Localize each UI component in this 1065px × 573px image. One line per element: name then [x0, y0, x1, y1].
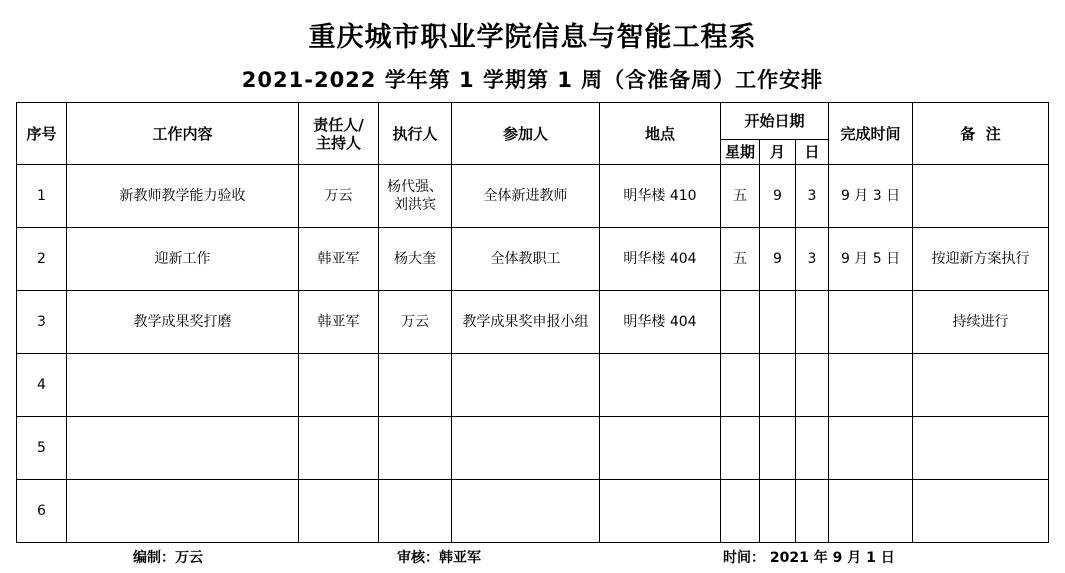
- cell-host: [299, 480, 379, 543]
- table-row: [17, 354, 1049, 417]
- cell-host: [299, 417, 379, 480]
- header-seq: 序号: [17, 103, 67, 165]
- cell-location: 明华楼 410: [600, 165, 721, 228]
- table-row: [17, 480, 1049, 543]
- header-host-line2: 主持人: [315, 133, 361, 152]
- cell-participants: 全体新进教师: [452, 165, 600, 228]
- cell-finish: [829, 291, 913, 354]
- cell-finish: 9 月 3 日: [829, 165, 913, 228]
- header-location: 地点: [600, 103, 721, 165]
- cell-finish: [829, 417, 913, 480]
- cell-month: 9: [760, 165, 796, 228]
- cell-remark: [913, 480, 1049, 543]
- header-day: 日: [796, 140, 829, 165]
- cell-location: [600, 417, 721, 480]
- cell-executor: [379, 480, 452, 543]
- cell-day: [796, 291, 829, 354]
- cell-participants: 全体教职工: [452, 228, 600, 291]
- cell-content: [67, 417, 299, 480]
- cell-content: 迎新工作: [67, 228, 299, 291]
- cell-host: 韩亚军: [299, 228, 379, 291]
- cell-finish: [829, 480, 913, 543]
- cell-content: 新教师教学能力验收: [67, 165, 299, 228]
- cell-executor: 杨大奎: [379, 228, 452, 291]
- cell-participants: [452, 480, 600, 543]
- header-remark: 备 注: [913, 103, 1049, 165]
- header-start-date: 开始日期: [721, 103, 829, 140]
- table-row: [17, 165, 1049, 228]
- cell-host: 万云: [299, 165, 379, 228]
- cell-weekday: 五: [721, 165, 760, 228]
- cell-day: [796, 354, 829, 417]
- header-content: 工作内容: [67, 103, 299, 165]
- cell-month: [760, 291, 796, 354]
- cell-weekday: [721, 354, 760, 417]
- cell-seq: 6: [17, 480, 67, 543]
- cell-remark: [913, 417, 1049, 480]
- cell-month: [760, 480, 796, 543]
- cell-participants: 教学成果奖申报小组: [452, 291, 600, 354]
- header-weekday: 星期: [721, 140, 760, 165]
- cell-location: [600, 354, 721, 417]
- footer-date: 时间： 2021 年 9 月 1 日: [723, 550, 895, 566]
- cell-day: [796, 480, 829, 543]
- cell-seq: 3: [17, 291, 67, 354]
- cell-participants: [452, 417, 600, 480]
- header-host-line1: 责任人/: [313, 115, 364, 134]
- cell-day: [796, 417, 829, 480]
- header-finish-time: 完成时间: [829, 103, 913, 165]
- cell-weekday: 五: [721, 228, 760, 291]
- cell-month: [760, 354, 796, 417]
- cell-month: 9: [760, 228, 796, 291]
- header-executor: 执行人: [379, 103, 452, 165]
- cell-weekday: [721, 480, 760, 543]
- header-host: [299, 103, 379, 165]
- document-title: 重庆城市职业学院信息与智能工程系: [308, 22, 757, 53]
- footer-editor: 编制：万云: [133, 550, 203, 566]
- table-row: [17, 291, 1049, 354]
- cell-seq: 1: [17, 165, 67, 228]
- cell-remark: [913, 165, 1049, 228]
- cell-month: [760, 417, 796, 480]
- cell-content: [67, 480, 299, 543]
- cell-host: 韩亚军: [299, 291, 379, 354]
- cell-finish: [829, 354, 913, 417]
- header-month: 月: [760, 140, 796, 165]
- cell-remark: [913, 354, 1049, 417]
- cell-seq: 4: [17, 354, 67, 417]
- cell-content: [67, 354, 299, 417]
- cell-location: 明华楼 404: [600, 228, 721, 291]
- cell-seq: 2: [17, 228, 67, 291]
- table-row: [17, 228, 1049, 291]
- cell-weekday: [721, 291, 760, 354]
- table-row: [17, 417, 1049, 480]
- footer-reviewer: 审核：韩亚军: [397, 550, 481, 566]
- cell-content: 教学成果奖打磨: [67, 291, 299, 354]
- document-subtitle: 2021-2022 学年第 1 学期第 1 周（含准备周）工作安排: [241, 68, 824, 92]
- cell-host: [299, 354, 379, 417]
- cell-day: 3: [796, 228, 829, 291]
- cell-remark: 持续进行: [913, 291, 1049, 354]
- cell-participants: [452, 354, 600, 417]
- work-schedule-table: [16, 102, 1049, 543]
- cell-weekday: [721, 417, 760, 480]
- cell-finish: 9 月 5 日: [829, 228, 913, 291]
- cell-location: 明华楼 404: [600, 291, 721, 354]
- header-participants: 参加人: [452, 103, 600, 165]
- cell-remark: 按迎新方案执行: [913, 228, 1049, 291]
- cell-seq: 5: [17, 417, 67, 480]
- cell-executor: 杨代强、刘洪宾: [379, 165, 452, 228]
- cell-location: [600, 480, 721, 543]
- cell-executor: [379, 354, 452, 417]
- cell-executor: 万云: [379, 291, 452, 354]
- cell-day: 3: [796, 165, 829, 228]
- cell-executor: [379, 417, 452, 480]
